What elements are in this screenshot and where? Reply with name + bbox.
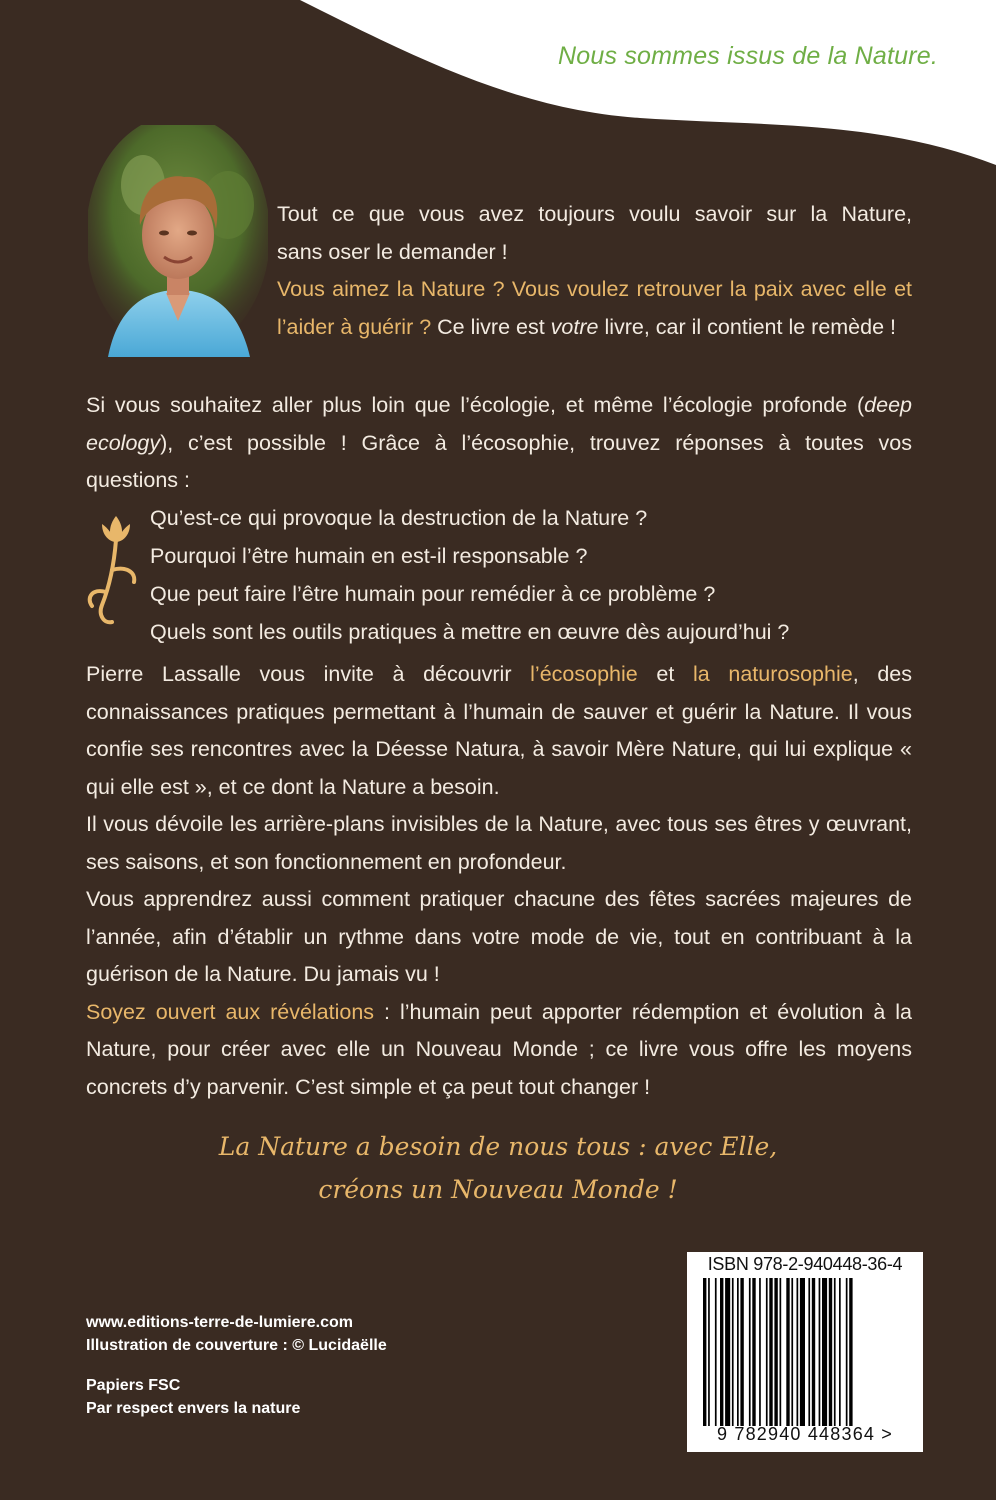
para2-text-end: ), c’est possible ! Grâce à l’écosophie, trouvez réponses à toutes vos questions : [86, 430, 912, 492]
main-body [86, 656, 912, 1106]
barcode-bar [749, 1278, 751, 1426]
barcode-bar [732, 1278, 734, 1426]
barcode-bar [819, 1278, 821, 1426]
paragraph-deep-ecology [86, 387, 912, 500]
barcode-bar [740, 1278, 743, 1426]
respect-note: Par respect envers la nature [86, 1400, 301, 1417]
intro-text-end: livre, car il contient le remède ! [598, 314, 897, 339]
barcode-bar [769, 1278, 772, 1426]
barcode-bar [797, 1278, 799, 1426]
intro-paragraph [277, 196, 912, 346]
isbn-barcode-box [687, 1252, 923, 1452]
barcode-bar [786, 1278, 789, 1426]
paragraph-revelations [86, 994, 912, 1107]
barcode [701, 1278, 901, 1426]
closing-line-2: créons un Nouveau Monde ! [318, 1175, 678, 1204]
barcode-bar [737, 1278, 739, 1426]
illustration-credit: Illustration de couverture : © Lucidaëlle [86, 1337, 387, 1354]
barcode-bar [834, 1278, 836, 1426]
naturosophie-highlight: la naturosophie [692, 662, 853, 686]
ean-number: 9 782940 448364 > [716, 1424, 894, 1444]
para2-text: Si vous souhaitez aller plus loin que l’écologie, et même l’écologie profonde ( [86, 393, 865, 417]
paragraph-invitation [86, 656, 912, 806]
ecosophie-highlight: l’écosophie [530, 662, 638, 686]
para2-emphasis: deep ecology [86, 393, 912, 455]
para3-text: Pierre Lassalle vous invite à découvrir [86, 662, 531, 686]
barcode-bar [812, 1278, 815, 1426]
barcode-bar [780, 1278, 782, 1426]
para3-text-end: , des connaissances pratiques permettant à l’humain de sauver et guérir la Nature. Il vous confie ses rencontres avec la Déesse Natura, à savoir Mère Nature, qui lui explique « qui elle est », et ce dont la Nature a besoin. [86, 662, 912, 799]
isbn-label: ISBN 978-2-940448-36-4 [707, 1254, 903, 1274]
author-portrait [88, 125, 268, 357]
intro-line-1: Tout ce que vous avez toujours voulu savoir sur la Nature, [277, 202, 912, 226]
barcode-bar [800, 1278, 805, 1426]
barcode-bar [829, 1278, 832, 1426]
intro-gold-question: Vous aimez la Nature ? Vous voulez retrouver la paix avec elle et l’aider à guérir ? [277, 277, 912, 339]
barcode-bar [708, 1278, 710, 1426]
question-item: Qu’est-ce qui provoque la destruction de la Nature ? [150, 506, 648, 530]
question-item: Pourquoi l’être humain en est-il responsable ? [150, 544, 588, 568]
paragraph-invisible-planes: Il vous dévoile les arrière-plans invisibles de la Nature, avec tous ses êtres y œuvrant, ses saisons, et son fonctionnement en profondeur. [86, 812, 912, 874]
barcode-bar [846, 1278, 848, 1426]
paragraph-sacred-feasts: Vous apprendrez aussi comment pratiquer chacune des fêtes sacrées majeures de l’année, afin d’établir un rythme dans votre mode de vie, tout en contribuant à la guérison de la Nature. Du jamais vu ! [86, 887, 912, 986]
publisher-credits [86, 1311, 387, 1357]
paper-note: Papiers FSC [86, 1377, 181, 1394]
closing-line-1: La Nature a besoin de nous tous : avec Elle, [218, 1132, 778, 1161]
barcode-bar [766, 1278, 768, 1426]
para3-and: et [637, 662, 693, 686]
paper-credits [86, 1374, 300, 1420]
barcode-bar [759, 1278, 761, 1426]
barcode-bar [808, 1278, 810, 1426]
barcode-bar [715, 1278, 717, 1426]
intro-line-2: sans oser le demander ! [277, 239, 508, 264]
question-list [150, 499, 910, 651]
question-item: Que peut faire l’être humain pour remédier à ce problème ? [150, 582, 716, 606]
intro-line-3 [277, 271, 912, 346]
intro-emphasis: votre [550, 314, 599, 339]
revelations-highlight: Soyez ouvert aux révélations [86, 999, 375, 1024]
barcode-bar [839, 1278, 841, 1426]
question-item: Quels sont les outils pratiques à mettre en œuvre dès aujourd’hui ? [150, 620, 790, 644]
barcode-bar [703, 1278, 706, 1426]
barcode-bar [849, 1278, 852, 1426]
barcode-bar [720, 1278, 723, 1426]
para6-text: : l’humain peut apporter rédemption et évolution à la Nature, pour créer avec elle un Nouveau Monde ; ce livre vous offre les moyens concrets d’y parvenir. C’est simple et ça peut tout changer ! [86, 999, 912, 1099]
intro-text: Ce livre est [431, 314, 551, 339]
flower-ornament-icon [80, 510, 142, 630]
barcode-bar [791, 1278, 793, 1426]
barcode-bar [725, 1278, 730, 1426]
publisher-website: www.editions-terre-de-lumiere.com [86, 1314, 354, 1331]
barcode-bar [822, 1278, 827, 1426]
barcode-bar [774, 1278, 777, 1426]
tagline: Nous sommes issus de la Nature. [558, 42, 938, 70]
barcode-bar [752, 1278, 755, 1426]
